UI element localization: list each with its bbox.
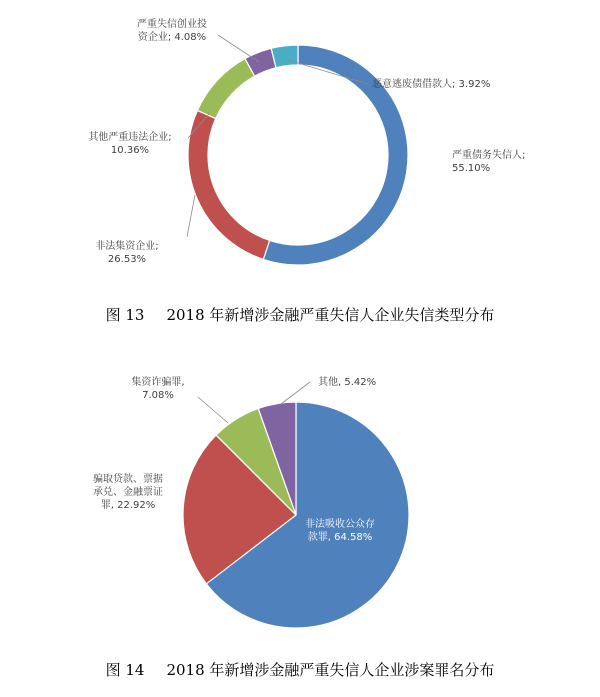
chart-2-data-label-4: 其他, 5.42%: [318, 377, 377, 388]
figure-13-title: 2018 年新增涉金融严重失信人企业失信类型分布: [166, 306, 495, 324]
figure-14-caption: [0, 659, 600, 680]
chart-1: [88, 17, 525, 265]
figure-13-caption: [0, 304, 600, 325]
chart-1-slice-2: [188, 110, 270, 259]
chart-1-data-label-1: 严重债务失信人; 55.10%: [452, 150, 526, 174]
chart-2-data-label-1: 非法吸收公众存款罪, 64.58%: [305, 519, 375, 543]
figure-14-number: 图 14: [105, 661, 145, 679]
chart-1-slice-1: [263, 45, 408, 265]
chart-2-data-label-2: 骗取贷款、票据承兑、金融票证罪, 22.92%: [93, 474, 163, 511]
chart-2-leader-line-4: [281, 382, 310, 404]
chart-1-leader-line-2: [187, 195, 195, 237]
chart-1-slice-5: [271, 45, 298, 68]
chart-1-data-label-3: 其他严重违法企业; 10.36%: [88, 132, 172, 156]
chart-1-slice-3: [197, 59, 254, 119]
chart-1-data-label-2: 非法集资企业; 26.53%: [95, 241, 159, 265]
chart-2-leader-line-3: [198, 397, 228, 423]
figure-14-title: 2018 年新增涉金融严重失信人企业涉案罪名分布: [166, 661, 495, 679]
chart-1-data-label-5: 恶意逃废债借款人; 3.92%: [372, 79, 491, 90]
chart-2: [93, 375, 409, 628]
chart-1-leader-line-4: [218, 35, 259, 62]
chart-2-data-label-3: 集资诈骗罪, 7.08%: [131, 377, 185, 401]
figure-13-number: 图 13: [105, 306, 145, 324]
chart-1-data-label-4: 严重失信创业投资企业; 4.08%: [137, 19, 207, 43]
